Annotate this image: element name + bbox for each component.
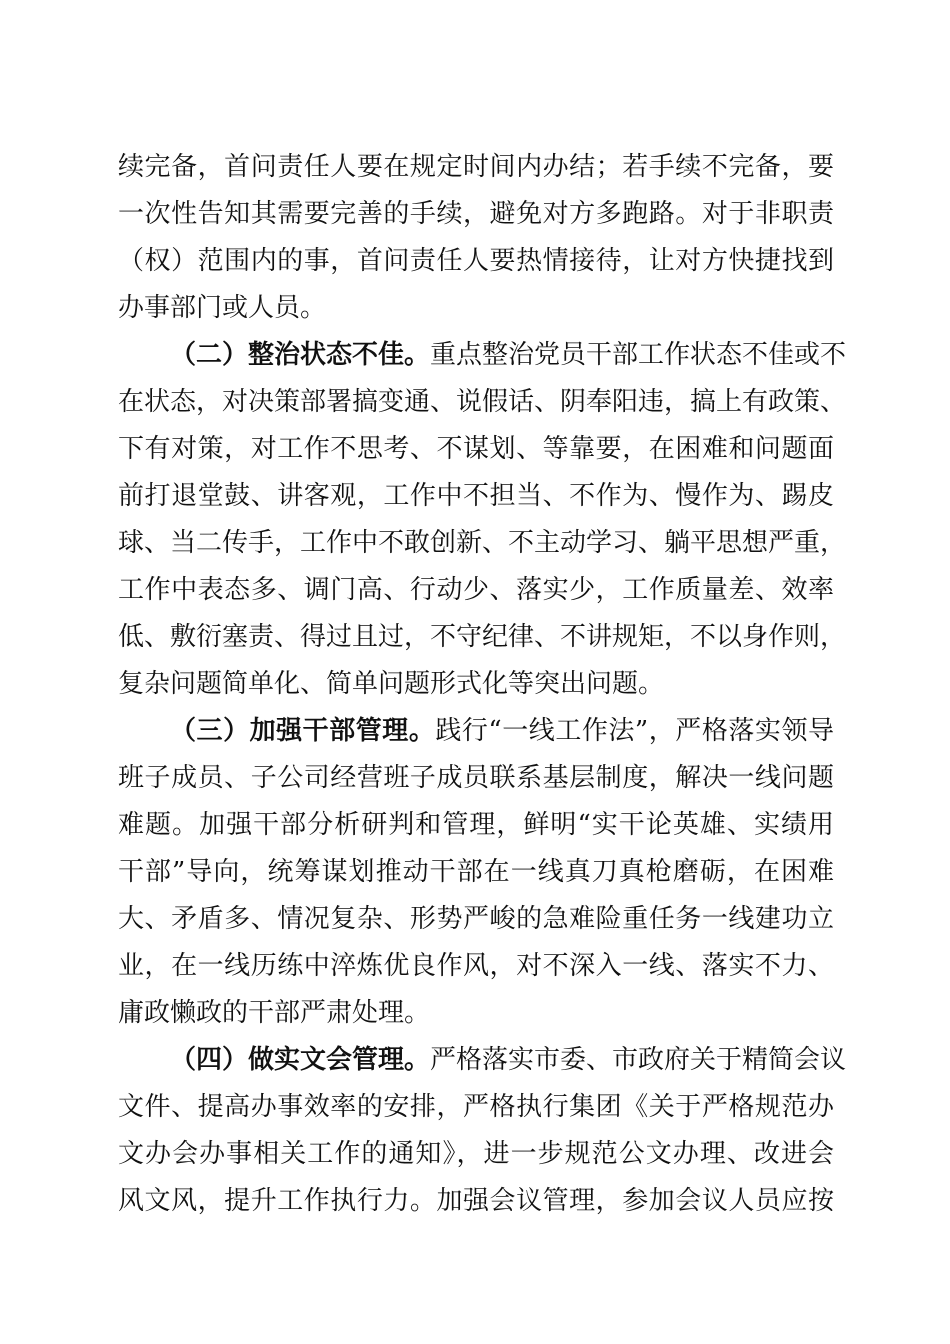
text-line: （权）范围内的事，首问责任人要热情接待，让对方快捷找到 <box>118 246 834 276</box>
paragraph-section-3 <box>118 708 834 1037</box>
section-heading: （四）做实文会管理。 <box>170 1045 431 1075</box>
text-line: 工作中表态多、调门高、行动少、落实少，工作质量差、效率 <box>118 575 834 605</box>
text-line: 在状态，对决策部署搞变通、说假话、阴奉阳违，搞上有政策、 <box>118 387 847 417</box>
text-line-first <box>118 708 834 755</box>
text-line-first <box>118 332 847 379</box>
text-line: 干部”导向，统筹谋划推动干部在一线真刀真枪磨砺，在困难 <box>118 857 834 887</box>
text-line: 班子成员、子公司经营班子成员联系基层制度，解决一线问题 <box>118 763 834 793</box>
text-run: 重点整治党员干部工作状态不佳或不 <box>430 340 847 370</box>
text-line: 大、矛盾多、情况复杂、形势严峻的急难险重任务一线建功立 <box>118 904 834 934</box>
text-line: 下有对策，对工作不思考、不谋划、等靠要，在困难和问题面 <box>118 434 834 464</box>
text-line: 业，在一线历练中淬炼优良作风，对不深入一线、落实不力、 <box>118 951 834 981</box>
paragraph-section-4 <box>118 1037 847 1225</box>
text-line: 文办会办事相关工作的通知》，进一步规范公文办理、改进会 <box>118 1139 834 1169</box>
text-line: 复杂问题简单化、简单问题形式化等突出问题。 <box>118 669 665 699</box>
section-heading: （三）加强干部管理。 <box>170 716 436 746</box>
paragraph-continuation <box>118 144 834 332</box>
text-run: 践行“一线工作法”，严格落实领导 <box>435 716 834 746</box>
text-line: 庸政懒政的干部严肃处理。 <box>118 998 431 1028</box>
section-heading: （二）整治状态不佳。 <box>170 340 431 370</box>
paragraph-section-2 <box>118 332 847 708</box>
text-line: 低、敷衍塞责、得过且过，不守纪律、不讲规矩，不以身作则， <box>118 622 847 652</box>
text-line: 一次性告知其需要完善的手续，避免对方多跑路。对于非职责 <box>118 199 834 229</box>
text-line: 办事部门或人员。 <box>118 293 327 323</box>
text-line: 风文风，提升工作执行力。加强会议管理，参加会议人员应按 <box>118 1186 834 1216</box>
text-line: 续完备，首问责任人要在规定时间内办结；若手续不完备，要 <box>118 152 834 182</box>
text-line: 难题。加强干部分析研判和管理，鲜明“实干论英雄、实绩用 <box>118 810 834 840</box>
text-line: 前打退堂鼓、讲客观，工作中不担当、不作为、慢作为、踢皮 <box>118 481 834 511</box>
text-run: 严格落实市委、市政府关于精简会议 <box>430 1045 847 1075</box>
text-line: 球、当二传手，工作中不敢创新、不主动学习、躺平思想严重， <box>118 528 847 558</box>
text-line-first <box>118 1037 847 1084</box>
document-page <box>118 144 847 1225</box>
text-line: 文件、提高办事效率的安排，严格执行集团《关于严格规范办 <box>118 1092 834 1122</box>
